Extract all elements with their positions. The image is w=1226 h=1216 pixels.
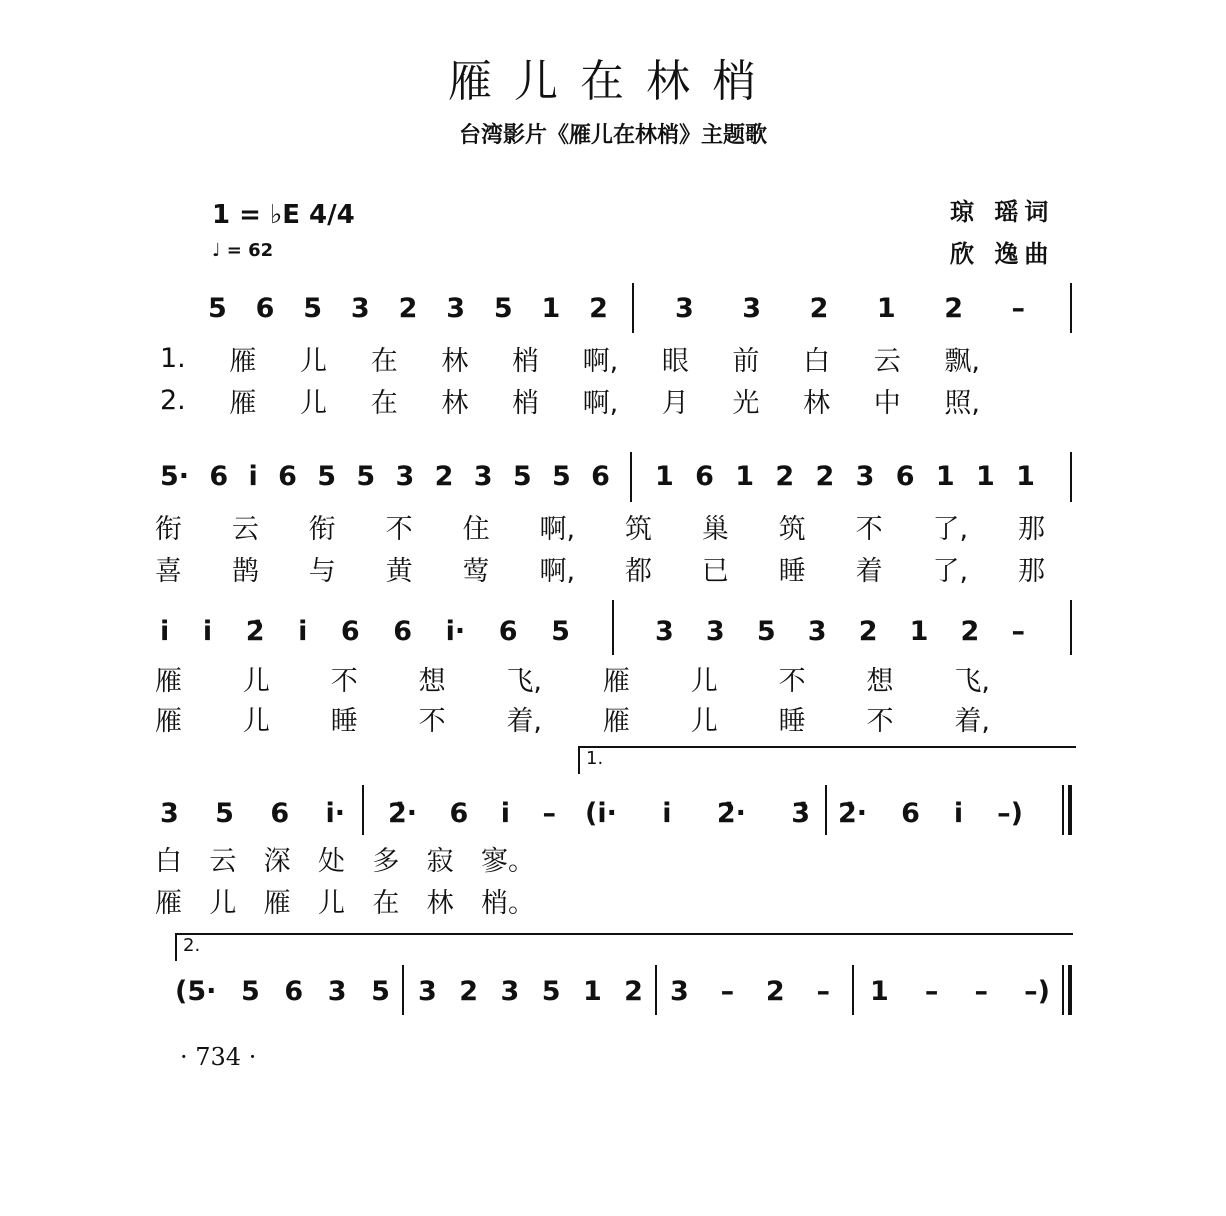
lyric-syllable: 雁 — [155, 665, 182, 697]
note: 6 — [591, 460, 610, 492]
lyric-syllable: 1. — [160, 342, 186, 374]
lyric-syllable: 多 — [372, 845, 400, 877]
measure — [585, 795, 810, 831]
note: 5 — [541, 975, 561, 1007]
measure — [388, 795, 556, 831]
note: 3 — [327, 975, 347, 1007]
note: 1 — [976, 460, 995, 492]
measure — [208, 290, 608, 326]
note: 2 — [815, 460, 835, 492]
song-title: 雁儿在林梢 — [448, 56, 778, 107]
lyric-line — [155, 660, 990, 696]
lyric-syllable: 儿 — [209, 887, 237, 919]
note: 5 — [356, 460, 376, 492]
lyric-syllable: 都 — [624, 555, 652, 587]
note: i· — [325, 797, 345, 829]
note: 6 — [270, 797, 290, 829]
lyric-syllable: 那 — [1017, 555, 1045, 587]
note: 3 — [670, 975, 689, 1007]
lyric-syllable: 不 — [385, 513, 413, 545]
note: i — [953, 797, 964, 829]
note: 1 — [876, 292, 896, 324]
note: 3 — [855, 460, 875, 492]
barline — [1070, 283, 1072, 333]
repeat-end-barline — [1068, 785, 1072, 835]
lyric-syllable: 住 — [462, 513, 490, 545]
note: 2 — [459, 975, 479, 1007]
note: 1 — [1016, 460, 1035, 492]
note: 1 — [735, 460, 755, 492]
note: (5· — [175, 975, 217, 1007]
note: 1 — [870, 975, 889, 1007]
lyric-syllable: 想 — [418, 665, 446, 697]
note: – — [542, 797, 556, 829]
lyric-syllable: 雁 — [229, 345, 257, 377]
note: – — [974, 975, 989, 1007]
note: i — [248, 460, 258, 492]
lyric-syllable: 飞, — [506, 665, 543, 697]
note: 6 — [895, 460, 915, 492]
lyric-syllable: 飞, — [954, 665, 990, 697]
measure — [160, 458, 610, 494]
note: 1 — [541, 292, 561, 324]
lyric-syllable: 雁 — [602, 705, 630, 737]
lyric-syllable: 鹊 — [231, 555, 259, 587]
note: 5 — [493, 292, 513, 324]
note: 3 — [807, 615, 827, 647]
note: 3 — [446, 292, 465, 324]
lyric-syllable: 莺 — [462, 555, 490, 587]
lyric-syllable: 光 — [732, 387, 760, 419]
note: 2 — [624, 975, 643, 1007]
lyric-syllable: 林 — [441, 345, 469, 377]
lyric-syllable: 啊, — [539, 555, 576, 587]
lyric-syllable: 啊, — [582, 345, 619, 377]
measure — [675, 290, 1025, 326]
lyric-syllable: 喜 — [155, 555, 182, 587]
note: 2̇· — [838, 797, 868, 829]
lyric-syllable: 了, — [932, 513, 969, 545]
lyric-syllable: 寂 — [426, 845, 454, 877]
lyric-syllable: 在 — [372, 887, 400, 919]
lyric-syllable: 着, — [954, 705, 990, 737]
note: 6 — [340, 615, 360, 647]
note: 1 — [655, 460, 674, 492]
note: 5 — [756, 615, 776, 647]
note: 5 — [512, 460, 532, 492]
lyric-syllable: 前 — [732, 345, 760, 377]
note: 2 — [944, 292, 963, 324]
note: 5 — [240, 975, 260, 1007]
barline — [612, 600, 614, 655]
note: 6 — [278, 460, 297, 492]
lyric-syllable: 林 — [441, 387, 469, 419]
lyric-line — [155, 508, 1045, 544]
note: 2̇· — [716, 797, 746, 829]
tempo-marking: ♩ = 62 — [212, 240, 274, 261]
note: 6 — [393, 615, 413, 647]
lyric-syllable: 雁 — [229, 387, 257, 419]
lyric-syllable: 儿 — [300, 345, 328, 377]
measure — [870, 973, 1050, 1009]
measure — [670, 973, 830, 1009]
lyric-syllable: 云 — [873, 345, 901, 377]
lyric-syllable: 雁 — [263, 887, 291, 919]
note: i — [160, 615, 170, 647]
lyric-line — [160, 382, 980, 418]
lyric-syllable: 儿 — [690, 665, 718, 697]
lyric-line — [160, 340, 980, 376]
lyric-syllable: 巢 — [701, 513, 729, 545]
barline — [825, 785, 827, 835]
note: 3 — [350, 292, 370, 324]
lyric-syllable: 2. — [160, 384, 186, 416]
note: 2 — [589, 292, 608, 324]
lyric-syllable: 不 — [778, 665, 806, 697]
measure — [838, 795, 1023, 831]
composer-credit: 欣 逸曲 — [950, 240, 1055, 268]
note: 5 — [303, 292, 323, 324]
note: 3̇ — [791, 797, 810, 829]
note: 6 — [255, 292, 275, 324]
measure — [160, 613, 570, 649]
lyric-line — [155, 550, 1045, 586]
lyric-syllable: 与 — [308, 555, 336, 587]
lyric-syllable: 不 — [866, 705, 894, 737]
barline — [630, 452, 632, 502]
lyric-syllable: 眼 — [661, 345, 689, 377]
note: 2 — [765, 975, 785, 1007]
lyric-syllable: 月 — [661, 387, 689, 419]
lyric-syllable: 儿 — [242, 705, 270, 737]
note: –) — [997, 797, 1023, 829]
lyric-syllable: 着, — [506, 705, 543, 737]
note: 5 — [215, 797, 234, 829]
note: 2 — [858, 615, 878, 647]
note: 2 — [775, 460, 795, 492]
lyric-syllable: 梢 — [511, 387, 539, 419]
volta-label: 1. — [586, 748, 604, 769]
note: 3 — [742, 292, 762, 324]
note: 6 — [901, 797, 920, 829]
lyric-syllable: 筑 — [778, 513, 806, 545]
note: i — [298, 615, 308, 647]
lyric-syllable: 林 — [426, 887, 454, 919]
lyric-syllable: 梢 — [511, 345, 539, 377]
note: 2 — [960, 615, 980, 647]
lyric-syllable: 中 — [873, 387, 901, 419]
note: – — [1011, 292, 1025, 324]
note: 6 — [284, 975, 304, 1007]
note: – — [816, 975, 830, 1007]
lyric-syllable: 想 — [866, 665, 894, 697]
lyric-syllable: 照, — [944, 387, 980, 419]
lyric-syllable: 睡 — [778, 555, 806, 587]
lyric-syllable: 雁 — [155, 887, 182, 919]
lyric-syllable: 雁 — [155, 705, 182, 737]
lyric-syllable: 不 — [418, 705, 446, 737]
lyric-syllable: 深 — [263, 845, 291, 877]
note: 3 — [395, 460, 415, 492]
note: 3 — [500, 975, 520, 1007]
note: 5 — [551, 615, 570, 647]
note: i — [662, 797, 672, 829]
lyric-syllable: 儿 — [317, 887, 345, 919]
barline — [362, 785, 364, 835]
lyric-syllable: 了, — [932, 555, 969, 587]
note: 1 — [582, 975, 602, 1007]
note: – — [1011, 615, 1025, 647]
note: 2̇ — [245, 615, 265, 647]
note: 6 — [209, 460, 229, 492]
final-barline — [1062, 965, 1064, 1015]
song-subtitle: 台湾影片《雁儿在林梢》主题歌 — [458, 123, 767, 148]
lyric-syllable: 寥。 — [480, 845, 535, 877]
lyric-line — [155, 882, 535, 918]
note: 5 — [551, 460, 571, 492]
lyric-syllable: 云 — [209, 845, 237, 877]
note: – — [924, 975, 939, 1007]
volta-label: 2. — [183, 935, 201, 956]
lyric-syllable: 啊, — [539, 513, 576, 545]
note: 6 — [498, 615, 518, 647]
barline — [1070, 452, 1072, 502]
note: 2 — [398, 292, 418, 324]
volta-1 — [578, 746, 1076, 774]
note: 3 — [473, 460, 493, 492]
lyric-syllable: 儿 — [300, 387, 328, 419]
note: – — [720, 975, 735, 1007]
note: i· — [445, 615, 466, 647]
barline — [655, 965, 657, 1015]
lyric-syllable: 已 — [701, 555, 729, 587]
lyric-line — [155, 700, 990, 736]
note: 2 — [434, 460, 454, 492]
note: 6 — [449, 797, 469, 829]
lyric-syllable: 衔 — [308, 513, 336, 545]
note: 6 — [695, 460, 714, 492]
lyric-syllable: 飘, — [944, 345, 980, 377]
final-barline — [1068, 965, 1072, 1015]
lyricist-credit: 琼 瑶词 — [950, 198, 1055, 226]
lyric-syllable: 筑 — [624, 513, 652, 545]
note: 5 — [317, 460, 337, 492]
note: 3 — [160, 797, 179, 829]
lyric-syllable: 睡 — [330, 705, 358, 737]
note: 5 — [371, 975, 390, 1007]
lyric-syllable: 那 — [1017, 513, 1045, 545]
lyric-syllable: 白 — [155, 845, 182, 877]
lyric-syllable: 黄 — [385, 555, 413, 587]
lyric-syllable: 云 — [231, 513, 259, 545]
barline — [632, 283, 634, 333]
note: 3 — [675, 292, 694, 324]
note: (i· — [585, 797, 617, 829]
note: 1 — [909, 615, 929, 647]
lyric-syllable: 白 — [803, 345, 831, 377]
lyric-syllable: 在 — [370, 345, 398, 377]
measure — [175, 973, 390, 1009]
barline — [1070, 600, 1072, 655]
measure — [655, 613, 1025, 649]
lyric-syllable: 梢。 — [480, 887, 535, 919]
barline — [852, 965, 854, 1015]
lyric-syllable: 啊, — [582, 387, 619, 419]
note: 5 — [208, 292, 227, 324]
note: 5· — [160, 460, 190, 492]
repeat-end-barline — [1062, 785, 1064, 835]
lyric-syllable: 在 — [370, 387, 398, 419]
measure — [160, 795, 345, 831]
lyric-syllable: 林 — [803, 387, 831, 419]
note: 2̇· — [388, 797, 418, 829]
note: i — [500, 797, 511, 829]
note: 3 — [705, 615, 725, 647]
page-number: · 734 · — [180, 1043, 257, 1071]
barline — [402, 965, 404, 1015]
note: 3 — [418, 975, 437, 1007]
note: 2 — [809, 292, 829, 324]
lyric-syllable: 衔 — [155, 513, 182, 545]
measure — [655, 458, 1035, 494]
lyric-syllable: 儿 — [242, 665, 270, 697]
note: –) — [1024, 975, 1050, 1007]
lyric-syllable: 不 — [330, 665, 358, 697]
lyric-syllable: 处 — [317, 845, 345, 877]
volta-2 — [175, 933, 1073, 961]
lyric-syllable: 雁 — [602, 665, 630, 697]
note: i — [202, 615, 213, 647]
measure — [418, 973, 643, 1009]
lyric-syllable: 睡 — [778, 705, 806, 737]
lyric-syllable: 着 — [855, 555, 883, 587]
note: 1 — [935, 460, 955, 492]
note: 3 — [655, 615, 674, 647]
lyric-line — [155, 840, 535, 876]
lyric-syllable: 不 — [855, 513, 883, 545]
key-signature: 1 = ♭E 4/4 — [212, 200, 355, 230]
lyric-syllable: 儿 — [690, 705, 718, 737]
